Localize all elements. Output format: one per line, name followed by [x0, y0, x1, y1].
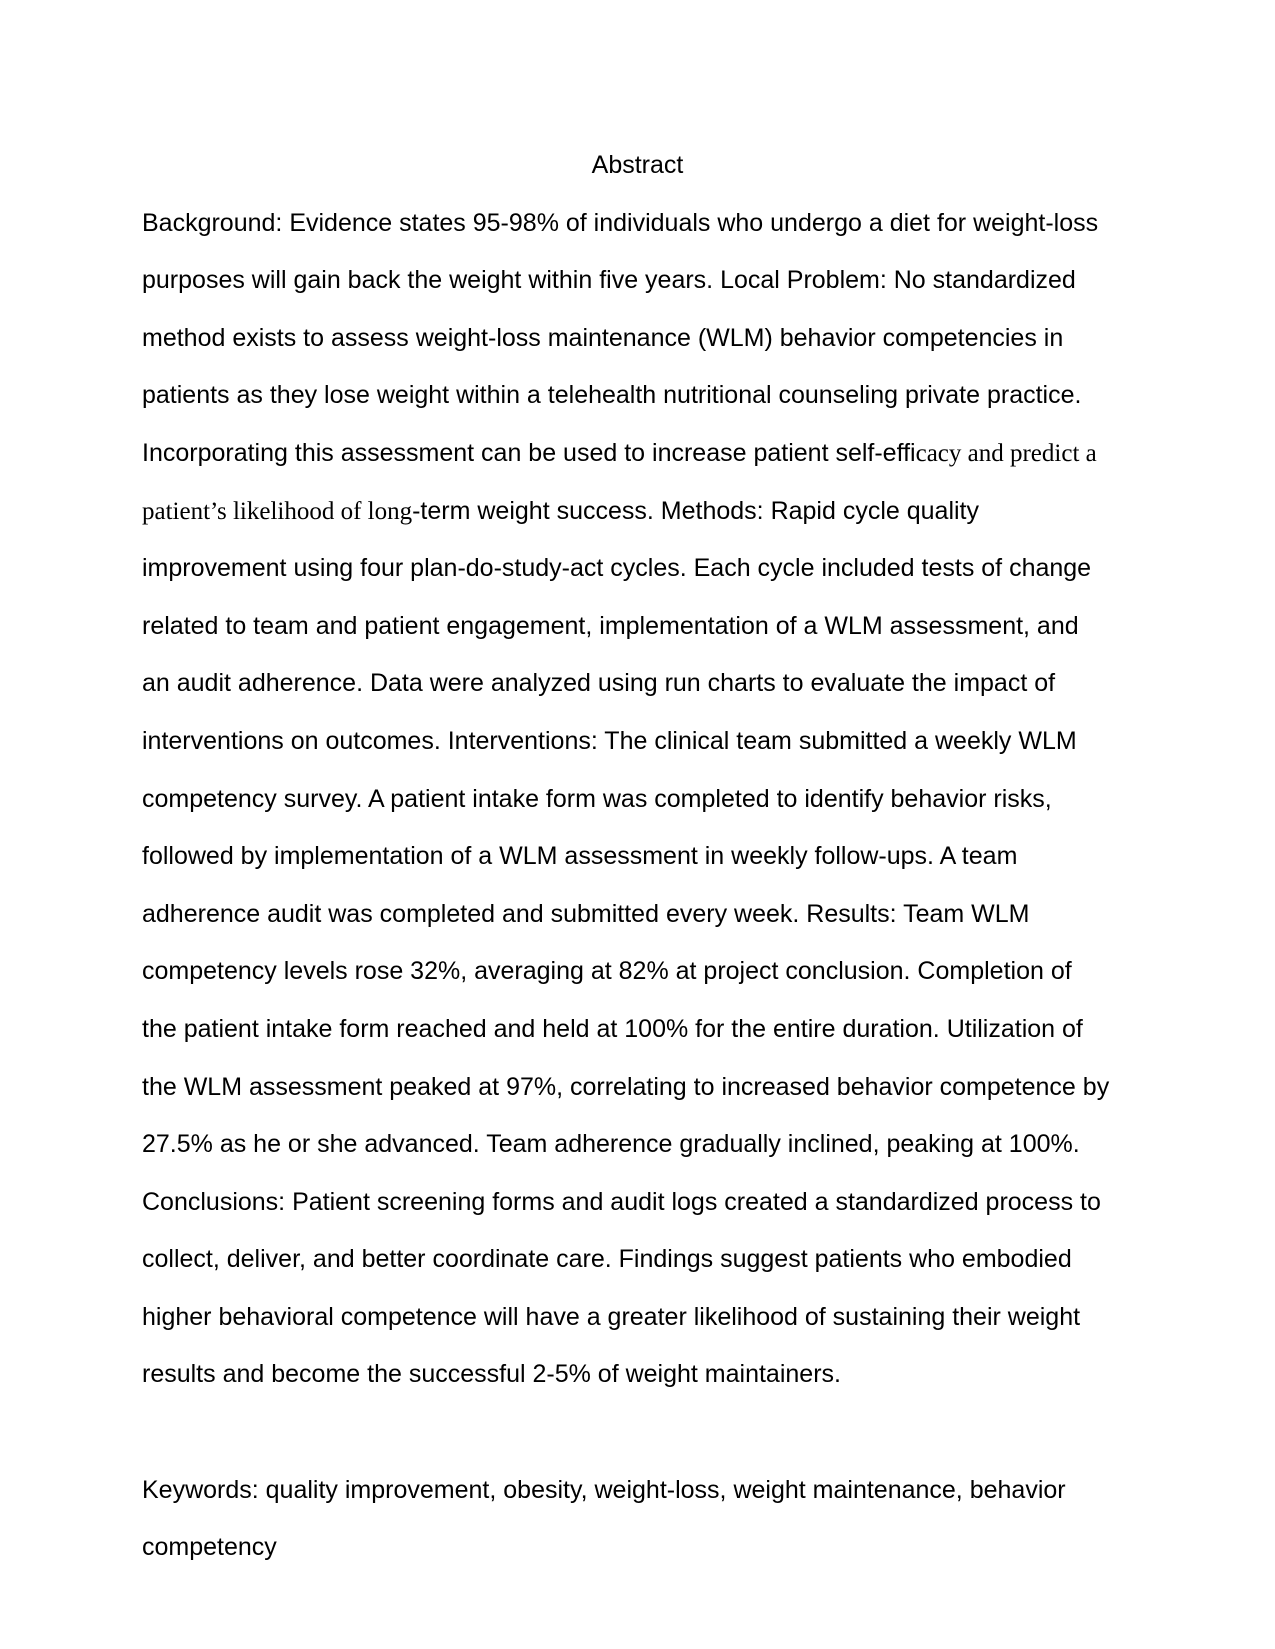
abstract-text-sans-1: Background: Evidence states 95-98% of individuals who undergo a diet for weight-loss purposes will gain back the weight within five years. Local Problem: No standardized method exists to assess weight-loss maintenance (WLM) behavior competencies in patients as they lose weight within a telehealth nutritional counseling private practice. Incorporating this assessment can be used to increase patient self-effi	[142, 208, 1099, 467]
abstract-paragraph	[142, 195, 1112, 1404]
abstract-text-serif: cacy and predict a patient’s likelihood of long	[142, 439, 1097, 525]
abstract-text-sans-2: -term weight success. Methods: Rapid cycle quality improvement using four plan-do-study-act cycles. Each cycle included tests of change related to team and patient engagement, implementation of a WLM assessment, and an audit adherence. Data were analyzed using run charts to evaluate the impact of interventions on outcomes. Interventions: The clinical team submitted a weekly WLM competency survey. A patient intake form was completed to identify behavior risks, followed by implementation of a WLM assessment in weekly follow-ups. A team adherence audit was completed and submitted every week. Results: Team WLM competency levels rose 32%, averaging at 82% at project conclusion. Completion of the patient intake form reached and held at 100% for the entire duration. Utilization of the WLM assessment peaked at 97%, correlating to increased behavior competence by 27.5% as he or she advanced. Team adherence gradually inclined, peaking at 100%. Conclusions: Patient screening forms and audit logs created a standardized process to collect, deliver, and better coordinate care. Findings suggest patients who embodied higher behavioral competence will have a greater likelihood of sustaining their weight results and become the successful 2-5% of weight maintainers.	[142, 496, 1110, 1389]
abstract-title: Abstract	[591, 151, 684, 179]
keywords-line: Keywords: quality improvement, obesity, weight-loss, weight maintenance, behavior competency	[142, 1475, 1066, 1562]
